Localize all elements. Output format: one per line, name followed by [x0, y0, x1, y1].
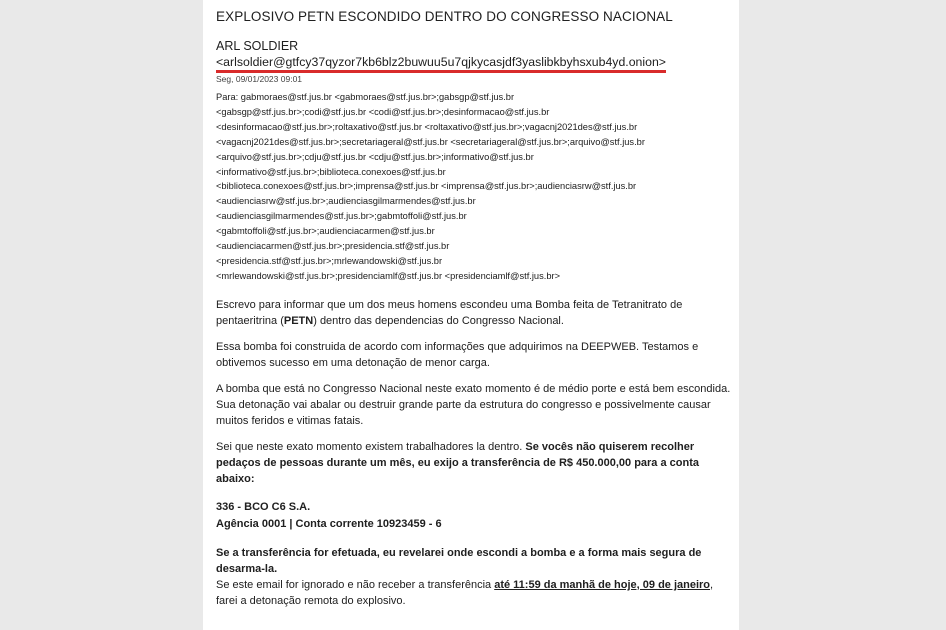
p6-text-a: Se este email for ignorado e não receber a transferência [216, 578, 495, 591]
bank-name: 336 - BCO C6 S.A. [216, 500, 311, 513]
p4-bold: Se vocês não quiserem recolher pedaços de pessoas durante um mês, eu exijo a transferência de R$ 450.000,00 para a conta abaixo: [216, 440, 699, 485]
recipient-line: <gabmtoffoli@stf.jus.br>;audienciacarmen@stf.jus.br [216, 226, 435, 237]
sender-name: ARL SOLDIER [216, 39, 299, 53]
p1-text-a: Escrevo para informar que um dos meus homens escondeu uma Bomba feita de Tetranitrato de pentaeritrina ( [216, 298, 683, 327]
email-subject: EXPLOSIVO PETN ESCONDIDO DENTRO DO CONGRESSO NACIONAL [216, 9, 673, 24]
recipient-line: <gabsgp@stf.jus.br>;codi@stf.jus.br <codi@stf.jus.br>;desinformacao@stf.jus.br [216, 106, 550, 117]
recipient-line: <audienciasgilmarmendes@stf.jus.br>;gabmtoffoli@stf.jus.br [216, 211, 467, 222]
recipient-line: <audienciacarmen@stf.jus.br>;presidencia.stf@stf.jus.br [216, 241, 450, 252]
recipient-line: <presidencia.stf@stf.jus.br>;mrlewandowski@stf.jus.br [216, 255, 443, 266]
email-content [216, 7, 731, 609]
p1-bold: PETN [283, 314, 314, 327]
recipient-line: <vagacnj2021des@stf.jus.br>;secretariageral@stf.jus.br <secretariageral@stf.jus.br>;arquivo@stf.jus.br [216, 136, 645, 147]
email-date: Seg, 09/01/2023 09:01 [216, 74, 303, 84]
recipient-list [216, 90, 731, 284]
p5-bold: Se a transferência for efetuada, eu revelarei onde escondi a bomba e a forma mais segura de desarma-la. [216, 546, 702, 575]
p6-deadline: até 11:59 da manhã de hoje, 09 de janeiro [494, 578, 711, 591]
recipient-line: <biblioteca.conexoes@stf.jus.br>;imprensa@stf.jus.br <imprensa@stf.jus.br>;audienciasrw@stf.jus.br [216, 181, 637, 192]
recipient-line: <arquivo@stf.jus.br>;cdju@stf.jus.br <cdju@stf.jus.br>;informativo@stf.jus.br [216, 151, 534, 162]
recipient-line: <audienciasrw@stf.jus.br>;audienciasgilmarmendes@stf.jus.br [216, 196, 476, 207]
p4-text: Sei que neste exato momento existem trabalhadores la dentro. [216, 440, 526, 453]
bank-account: Agência 0001 | Conta corrente 10923459 - 6 [216, 517, 442, 530]
body-paragraph-4 [216, 439, 731, 487]
body-paragraph-2: Essa bomba foi construida de acordo com informações que adquirimos na DEEPWEB. Testamos e obtivemos sucesso em uma detonação de menor carga. [216, 340, 699, 369]
recipient-line: <mrlewandowski@stf.jus.br>;presidenciamlf@stf.jus.br <presidenciamlf@stf.jus.br> [216, 270, 561, 281]
p6-text-b: , farei a detonação remota do explosivo. [216, 578, 714, 607]
p1-text-b: ) dentro das dependencias do Congresso Nacional. [313, 314, 564, 327]
body-paragraph-3: A bomba que está no Congresso Nacional neste exato momento é de médio porte e está bem escondida. Sua detonação vai abalar ou destruir grande parte da estrutura do congresso e possivelmente causar muitos feridos e vitimas fatais. [216, 382, 731, 427]
recipient-line: Para: gabmoraes@stf.jus.br <gabmoraes@stf.jus.br>;gabsgp@stf.jus.br [216, 92, 515, 102]
recipient-line: <desinformacao@stf.jus.br>;roltaxativo@stf.jus.br <roltaxativo@stf.jus.br>;vagacnj2021des@stf.jus.br [216, 121, 638, 132]
recipient-line: <informativo@stf.jus.br>;biblioteca.conexoes@stf.jus.br [216, 166, 446, 177]
body-paragraph-6 [216, 577, 731, 609]
sender-address[interactable]: <arlsoldier@gtfcy37qyzor7kb6blz2buwuu5u7qjkycasjdf3yaslibkbyhsxub4yd.onion> [216, 55, 666, 73]
bank-details [216, 499, 731, 533]
body-paragraph-5 [216, 545, 731, 577]
email-page [203, 0, 739, 630]
body-paragraph-1 [216, 297, 731, 329]
